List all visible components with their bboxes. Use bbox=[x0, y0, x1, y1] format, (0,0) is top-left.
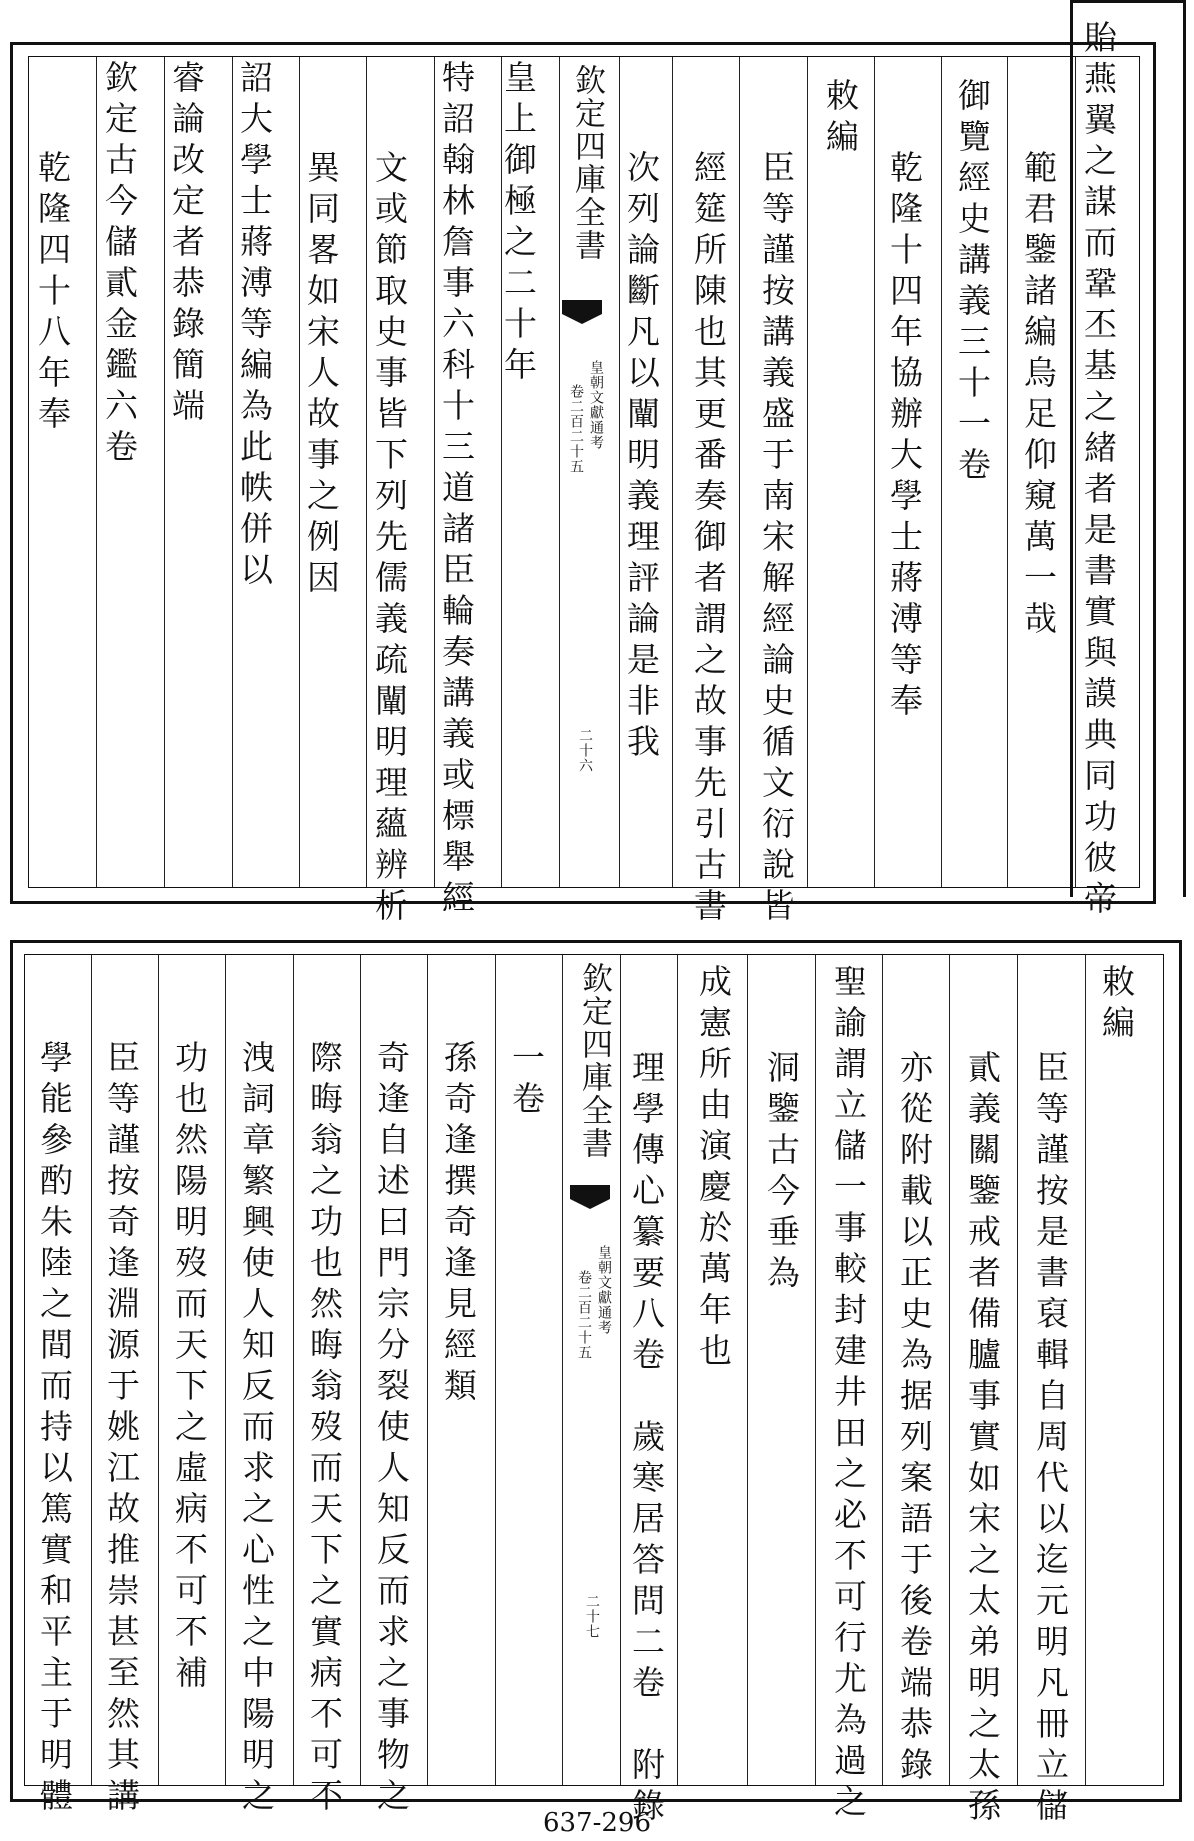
banxin-title: 欽定四庫全書 bbox=[569, 64, 605, 262]
fish-tail-mark-icon bbox=[570, 1185, 610, 1209]
text-column-6: 臣等謹按講義盛于南宋解經論史循文衍說皆 bbox=[757, 150, 796, 929]
page-footer-number: 637-296 bbox=[542, 1808, 652, 1838]
text-column-2: 臣等謹按是書裒輯自周代以迄元明凡冊立儲 bbox=[1031, 1050, 1070, 1829]
text-column-4: 亦從附載以正史為据列案語于後卷端恭錄 bbox=[895, 1050, 934, 1788]
text-column-7: 經筵所陳也其更番奏御者謂之故事先引古書 bbox=[689, 150, 728, 929]
text-column-7: 成憲所由演慶於萬年也 bbox=[694, 964, 733, 1374]
banxin-page-number: 二十七 bbox=[584, 1594, 600, 1639]
text-column-1: 敕編 bbox=[1097, 964, 1136, 1046]
text-column-4: 乾隆十四年協辦大學士蔣溥等奉 bbox=[885, 150, 924, 724]
text-column-6: 洞鑒古今垂為 bbox=[762, 1050, 801, 1296]
text-column-3: 貳義關鑒戒者備臚事實如宋之太弟明之太孫 bbox=[963, 1050, 1002, 1829]
text-column-15: 臣等謹按奇逢淵源于姚江故推崇甚至然其講 bbox=[102, 1040, 141, 1819]
banxin-subtitle-1: 皇朝文獻通考 bbox=[588, 360, 604, 450]
banxin-top bbox=[565, 64, 610, 262]
text-column-13: 詔大學士蔣溥等編為此帙併以 bbox=[235, 60, 274, 593]
text-column-5: 聖諭謂立儲一事較封建井田之必不可行尤為過之 bbox=[829, 964, 868, 1825]
text-column-1: 貽燕翼之謀而鞏丕基之緒者是書實與謨典同功彼帝 bbox=[1079, 20, 1118, 922]
text-column-5: 敕編 bbox=[821, 78, 860, 160]
text-column-12: 際晦翁之功也然晦翁歿而天下之實病不可不 bbox=[305, 1040, 344, 1819]
text-column-14: 功也然陽明歿而天下之虛病不可不補 bbox=[170, 1040, 209, 1696]
text-column-8: 次列論斷凡以闡明義理評論是非我 bbox=[622, 150, 661, 765]
text-column-9: 皇上御極之二十年 bbox=[499, 60, 538, 388]
text-column-3: 御覽經史講義三十一卷 bbox=[953, 78, 992, 488]
text-column-10: 孫奇逢撰奇逢見經類 bbox=[439, 1040, 478, 1409]
text-column-13: 洩詞章繁興使人知反而求之心性之中陽明之 bbox=[237, 1040, 276, 1819]
text-column-16: 乾隆四十八年奉 bbox=[33, 150, 72, 437]
banxin-subtitle-2: 卷二百二十五 bbox=[576, 1270, 592, 1360]
text-column-14: 睿論改定者恭錄簡端 bbox=[167, 60, 206, 429]
banxin-page-number: 二十六 bbox=[577, 728, 593, 773]
text-column-2: 範君鑒諸編烏足仰窺萬一哉 bbox=[1019, 150, 1058, 642]
banxin-bottom bbox=[572, 962, 617, 1160]
text-column-9: 一卷 bbox=[507, 1040, 546, 1122]
text-column-10: 特詔翰林詹事六科十三道諸臣輪奏講義或標舉經 bbox=[437, 60, 476, 921]
text-column-11: 文或節取史事皆下列先儒義疏闡明理蘊辨析 bbox=[370, 150, 409, 929]
banxin-subtitle-1: 皇朝文獻通考 bbox=[596, 1245, 612, 1335]
text-column-15: 欽定古今儲貳金鑑六卷 bbox=[100, 60, 139, 470]
banxin-subtitle-2: 卷二百二十五 bbox=[568, 384, 584, 474]
banxin-title: 欽定四庫全書 bbox=[576, 962, 612, 1160]
text-column-16: 學能參酌朱陸之間而持以篤實和平主于明體 bbox=[35, 1040, 74, 1819]
text-column-8: 理學傳心纂要八卷 歲寒居答問二卷 附錄 bbox=[627, 1050, 666, 1829]
text-column-12: 異同畧如宋人故事之例因 bbox=[302, 150, 341, 601]
text-column-11: 奇逢自述曰門宗分裂使人知反而求之事物之 bbox=[372, 1040, 411, 1819]
fish-tail-mark-icon bbox=[562, 300, 602, 324]
